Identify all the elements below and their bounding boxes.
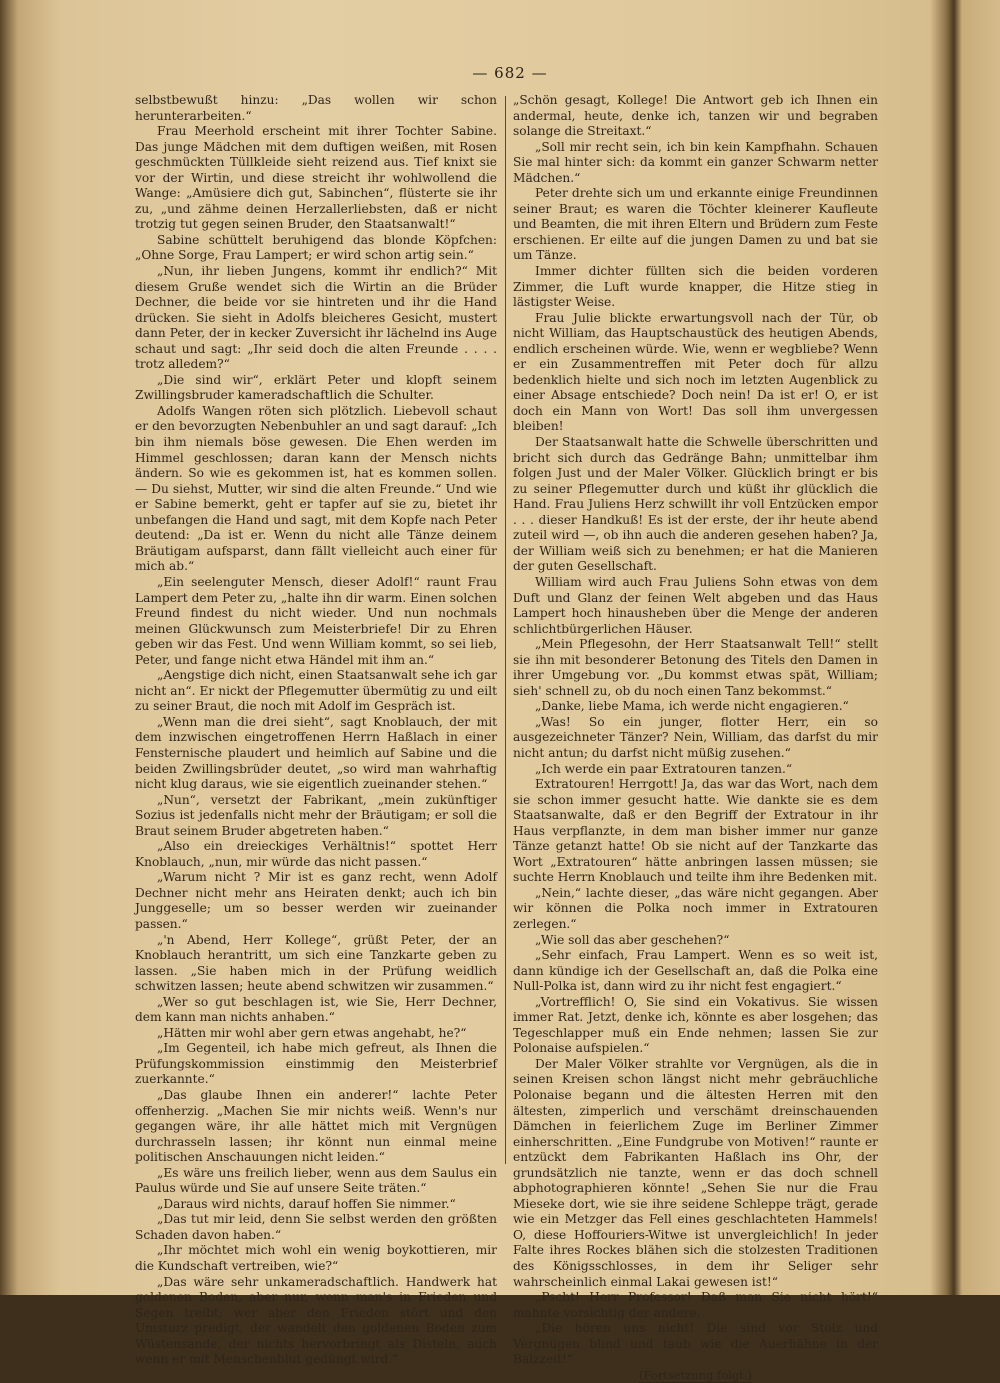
paragraph: „Daraus wird nichts, darauf hoffen Sie nimmer.“	[157, 1196, 456, 1211]
paragraph: „Pscht! Herr Professor! Daß man Sie nicht hört!“ mahnte vorsichtig der andere.	[513, 1290, 878, 1320]
paragraph: „Danke, liebe Mama, ich werde nicht engagieren.“	[535, 699, 849, 714]
paragraph: Sabine schüttelt beruhigend das blonde Köpfchen: „Ohne Sorge, Frau Lampert; er wird schon artig sein.“	[135, 232, 497, 263]
paragraph: „Die hören uns nicht! Die sind vor Stolz und Vergnügen blind und taub wie die Auerhähne in der Balzzeit!“	[513, 1321, 878, 1367]
paragraph: „Was! So ein junger, flotter Herr, ein so ausgezeichneter Tänzer? Nein, William, das darfst du mir nicht antun; du darfst nicht müßig zusehen.“	[513, 714, 878, 760]
paragraph: „Mein Pflegesohn, der Herr Staatsanwalt Tell!“ stellt sie ihn mit besonderer Betonung des Titels den Damen in ihrer Umgebung vor. „Du kommst etwas spät, William; sieh' schnell zu, ob du noch einen Tanz bekommst.“	[513, 637, 878, 698]
paragraph: Extratouren! Herrgott! Ja, das war das Wort, nach dem sie schon immer gesucht hatte. Wie dankte sie es dem Staatsanwalte, daß er den Begriff der Extratour in ihr Haus verpflanzte, in dem man bisher immer nur ganze Tänze getanzt hatte! Ob sie nicht auf der Tanzkarte das Wort „Extratouren“ hätte anbringen lassen müssen; sie suchte Herrn Knoblauch und teilte ihm ihre Bedenken mit.	[513, 777, 878, 885]
paragraph: „Ein seelenguter Mensch, dieser Adolf!“ raunt Frau Lampert dem Peter zu, „halte ihn dir warm. Einen solchen Freund findest du nicht wieder. Und nun nochmals meinen Glückwunsch zum Meisterbriefe! Dir zu Ehren geben wir das Fest. Und wenn William kommt, so sei lieb, Peter, und fange nicht etwa Händel mit ihm an.“	[135, 574, 497, 667]
paragraph: „Soll mir recht sein, ich bin kein Kampfhahn. Schauen Sie mal hinter sich: da kommt ein ganzer Schwarm netter Mädchen.“	[513, 139, 878, 185]
paragraph: Frau Julie blickte erwartungsvoll nach der Tür, ob nicht William, das Hauptschaustück des heutigen Abends, endlich erscheinen würde. Wie, wenn er wegbliebe? Wenn er ein Zusammentreffen mit Peter doch für allzu bedenklich hielte und sich noch im letzten Augenblick zu einer Absage entschiede? Doch nein! Da ist er! O, er ist doch ein Mann von Wort! Das soll ihm unvergessen bleiben!	[513, 310, 878, 434]
paragraph: „Ich werde ein paar Extratouren tanzen.“	[535, 761, 793, 776]
paragraph: selbstbewußt hinzu: „Das wollen wir schon herunterarbeiten.“	[135, 93, 497, 123]
paragraph: „Das tut mir leid, denn Sie selbst werden den größten Schaden davon haben.“	[135, 1212, 497, 1242]
paragraph: Der Maler Völker strahlte vor Vergnügen, als die in seinen Kreisen schon längst nicht mehr gebräuchliche Polonaise begann und die ältesten Herren mit den ältesten, zimperlich und verschämt dreinschauenden Dämchen in feierlichem Zuge im Berliner Zimmer einherschritten. „Eine Fundgrube von Motiven!“ raunte er entzückt dem Fabrikanten Haßlach ins Ohr, der grundsätzlich nie tanzte, wenn er das doch schnell abphotographieren könnte! „Sehen Sie nur die Frau Mieseke dort, wie sie ihre seidene Schleppe trägt, gerade wie ein Metzger das Fell eines geschlachteten Hammels! O, diese Hoffouriers-Witwe ist unvergleichlich! In jeder Falte ihres Rockes blähen sich die stolzesten Traditionen des Königsschlosses, in dem ihr Seliger sehr wahrscheinlich einmal Lakai gewesen ist!“	[513, 1056, 878, 1289]
right-column	[513, 93, 878, 1383]
paragraph: „Schön gesagt, Kollege! Die Antwort geb ich Ihnen ein andermal, heute, denke ich, tanzen wir und begraben solange die Streitaxt.“	[513, 93, 878, 139]
paragraph: „Warum nicht ? Mir ist es ganz recht, wenn Adolf Dechner nicht mehr ans Heiraten denkt; auch ich bin Junggeselle; um so besser werden wir zueinander passen.“	[135, 870, 497, 931]
paragraph: „Vortrefflich! O, Sie sind ein Vokativus. Sie wissen immer Rat. Jetzt, denke ich, könnte es aber losgehen; das Tegeschlapper muß ein Ende nehmen; lassen Sie zur Polonaise aufspielen.“	[513, 994, 878, 1056]
paragraph: „Nein,“ lachte dieser, „das wäre nicht gegangen. Aber wir können die Polka noch immer in Extratouren zerlegen.“	[513, 885, 878, 931]
paragraph: Peter drehte sich um und erkannte einige Freundinnen seiner Braut; es waren die Töchter kleinerer Kaufleute und Beamten, die mit ihren Eltern und Brüdern zum Feste erschienen. Er eilte auf die jungen Damen zu und bat sie um Tänze.	[513, 186, 878, 263]
page-number: — 682 —	[472, 64, 548, 82]
paragraph: „Wie soll das aber geschehen?“	[535, 932, 730, 947]
paragraph: „'n Abend, Herr Kollege“, grüßt Peter, der an Knoblauch herantritt, um sich eine Tanzkarte geben zu lassen. „Sie haben mich in der Prüfung weidlich schwitzen lassen; heute abend schwitzen wir zusammen.“	[135, 932, 497, 994]
paragraph: „Die sind wir“, erklärt Peter und klopft seinem Zwillingsbruder kameradschaftlich die Schulter.	[135, 372, 497, 403]
paragraph: „Nun, ihr lieben Jungens, kommt ihr endlich?“ Mit diesem Gruße wendet sich die Wirtin an die Brüder Dechner, die beide vor sie hintreten und ihr die Hand drücken. Sie sieht in Adolfs bleicheres Gesicht, mustert dann Peter, der in kecker Zuversicht ihr lächelnd ins Auge schaut und sagt: „Ihr seid doch die alten Freunde . . . . trotz alledem?“	[135, 264, 497, 372]
paragraph: „Also ein dreieckiges Verhältnis!“ spottet Herr Knoblauch, „nun, mir würde das nicht passen.“	[135, 839, 497, 869]
paragraph: „Das glaube Ihnen ein anderer!“ lachte Peter offenherzig. „Machen Sie mir nichts weiß. Wenn's nur gegangen wäre, ihr alle hättet mich mit Vergnügen durchrasseln lassen; ihr könnt nun einmal meine politischen Anschauungen nicht leiden.“	[135, 1088, 497, 1165]
paragraph: „Wer so gut beschlagen ist, wie Sie, Herr Dechner, dem kann man nichts anhaben.“	[135, 994, 497, 1025]
paragraph: „Nun“, versetzt der Fabrikant, „mein zukünftiger Sozius ist jedenfalls nicht mehr der Bräutigam; er soll die Braut seinem Bruder abgetreten haben.“	[135, 792, 497, 838]
left-column	[135, 93, 497, 1368]
paragraph: „Im Gegenteil, ich habe mich gefreut, als Ihnen die Prüfungskommission einstimmig den Meisterbrief zuerkannte.“	[135, 1041, 497, 1087]
paragraph: Immer dichter füllten sich die beiden vorderen Zimmer, die Luft wurde knapper, die Hitze stieg in lästigster Weise.	[513, 264, 878, 310]
column-divider	[505, 96, 506, 1164]
paragraph: „Aengstige dich nicht, einen Staatsanwalt sehe ich gar nicht an“. Er nickt der Pflegemutter übermütig zu und eilt zu seiner Braut, die noch mit Adolf im Gespräch ist.	[135, 668, 497, 714]
paragraph: „Es wäre uns freilich lieber, wenn aus dem Saulus ein Paulus würde und Sie auf unsere Seite träten.“	[135, 1165, 497, 1196]
paragraph: „Hätten mir wohl aber gern etwas angehabt, he?“	[157, 1025, 467, 1040]
paragraph: „Ihr möchtet mich wohl ein wenig boykottieren, mir die Kundschaft vertreiben, wie?“	[135, 1243, 497, 1274]
paragraph: Frau Meerhold erscheint mit ihrer Tochter Sabine. Das junge Mädchen mit dem duftigen weißen, mit Rosen geschmückten Tüllkleide sieht reizend aus. Tief knixt sie vor der Wirtin, und diese streicht ihr wohlwollend die Wange: „Amüsiere dich gut, Sabinchen“, flüsterte sie ihr zu, „und zähme deinen Herzallerliebsten, daß er nicht trotzig tut gegen seinen Bruder, den Staatsanwalt!“	[135, 124, 497, 232]
paragraph: William wird auch Frau Juliens Sohn etwas von dem Duft und Glanz der feinen Welt abgeben und das Haus Lampert hoch hinausheben über die Menge der anderen schlichtbürgerlichen Häuser.	[513, 574, 878, 636]
continuation-note-text: (Fortsetzung folgt.)	[638, 1367, 753, 1382]
paragraph: „Das wäre sehr unkameradschaftlich. Handwerk hat goldenen Boden, aber nur, wenn man's in Frieden und Segen treibt; wer aber den Frieden stört und den Umsturz predigt, der wandelt den goldenen Boden zum Wüstensande, der nichts hervorbringt als Disteln, auch wenn er mit Menschenblut gedüngt wird.“	[135, 1274, 497, 1367]
paragraph: „Wenn man die drei sieht“, sagt Knoblauch, der mit dem inzwischen eingetroffenen Herrn Haßlach in einer Fensternische plaudert und heimlich auf Sabine und die beiden Zwillingsbrüder deutet, „so wird man wahrhaftig nicht klug daraus, wie sie eigentlich zueinander stehen.“	[135, 714, 497, 792]
paragraph: Der Staatsanwalt hatte die Schwelle überschritten und bricht sich durch das Gedränge Bahn; unmittelbar ihm folgen Just und der Maler Völker. Glücklich bringt er bis zu seiner Pflegemutter durch und küßt ihr glücklich die Hand. Frau Juliens Herz schwillt ihr voll Entzücken empor . . . dieser Handkuß! Es ist der erste, der ihr heute abend zuteil wird —, ob ihn auch die anderen gesehen haben? Ja, der William weiß sich zu benehmen; er hat die Manieren der guten Gesellschaft.	[513, 435, 878, 574]
paragraph: „Sehr einfach, Frau Lampert. Wenn es so weit ist, dann kündige ich der Gesellschaft an, daß die Polka eine Null-Polka ist, dann wird zu ihr nicht fest engagiert.“	[513, 948, 878, 994]
paragraph: Adolfs Wangen röten sich plötzlich. Liebevoll schaut er den bevorzugten Nebenbuhler an und sagt darauf: „Ich bin ihm niemals böse gewesen. Die Ehen werden im Himmel geschlossen; daran kann der Mensch nichts ändern. So wie es gekommen ist, hat es kommen sollen. — Du siehst, Mutter, wir sind die alten Freunde.“ Und wie er Sabine bemerkt, geht er tapfer auf sie zu, bietet ihr unbefangen die Hand und sagt, mit dem Kopfe nach Peter deutend: „Da ist er. Wenn du nicht alle Tänze deinem Bräutigam aufsparst, dann fällt vielleicht auch einer für mich ab.“	[135, 403, 497, 574]
continuation-note	[513, 1368, 878, 1383]
